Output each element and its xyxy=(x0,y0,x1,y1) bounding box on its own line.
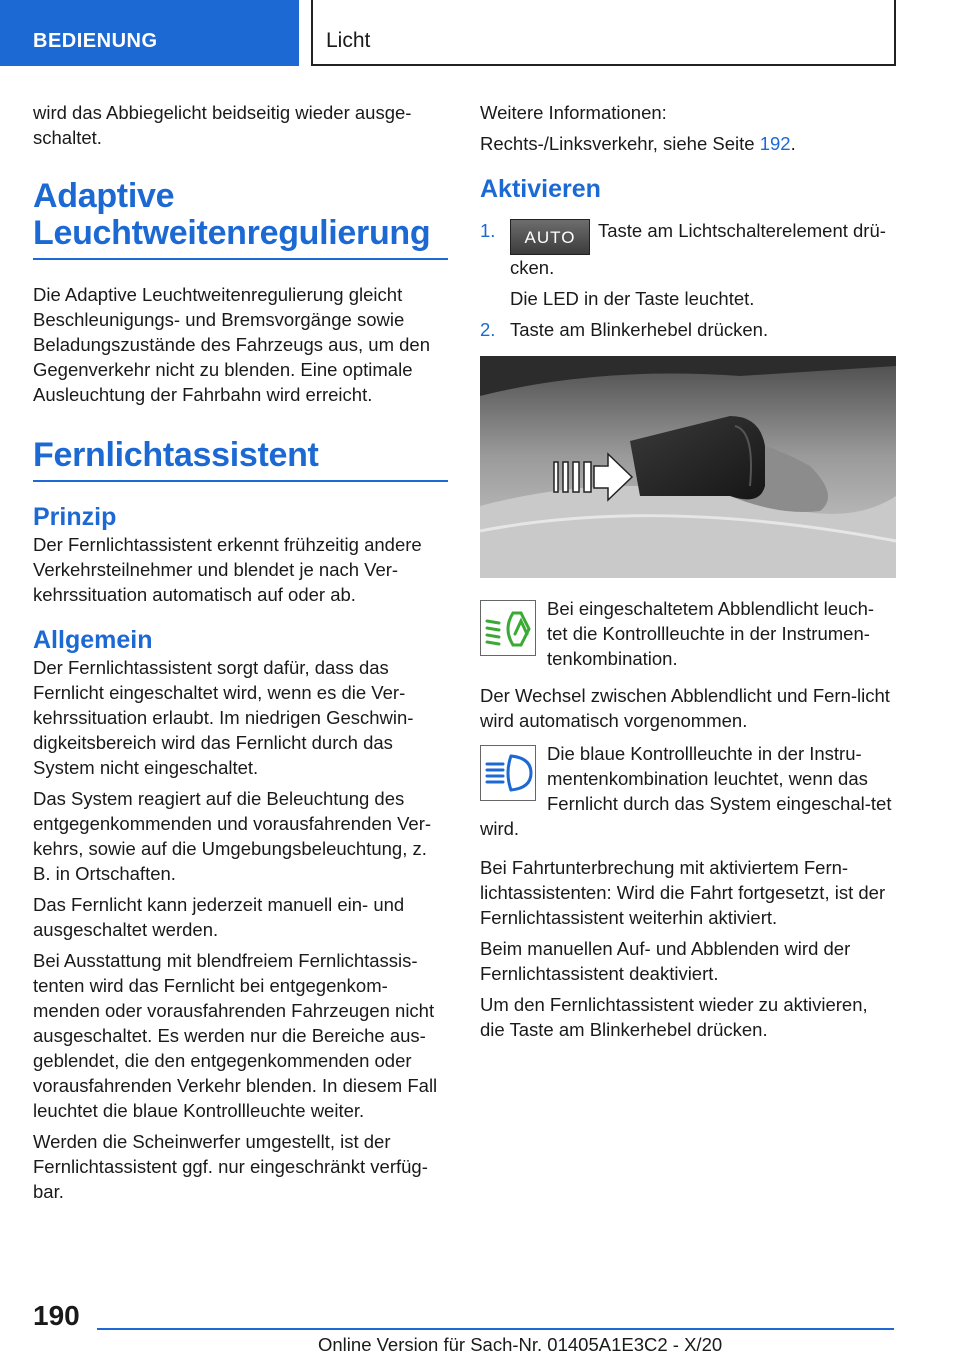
footer-divider xyxy=(97,1328,894,1330)
blue-lamp-note xyxy=(480,741,892,841)
page-link[interactable]: 192 xyxy=(759,133,791,154)
unterbrechung-paragraph: Bei Fahrtunterbrechung mit aktiviertem Fern‐lichtassistenten: Wird die Fahrt fortgesetzt, ist der Fernlichtassistent weiterhin aktiviert. xyxy=(480,857,886,928)
blue-lamp-text: Die blaue Kontrollleuchte in der Instru‐mentenkombination leuchtet, wenn das Fernlicht durch das System eingeschal‐tet wird. xyxy=(480,743,892,839)
step-1 xyxy=(480,218,892,311)
heading-adaptive xyxy=(33,178,448,260)
allgemein-paragraph-4: Bei Ausstattung mit blendfreiem Fernlichtassis‐tenten wird das Fernlicht bei entgegenkom‐menden oder vorausfahrenden Fahrzeugen nicht ausgeschaltet. Es werden nur die Bereiche aus‐geblendet, die den entgegenkommenden oder vorausfahrenden Verkehr blenden. In diesem Fall leuchtet die blaue Kontrollleuchte weiter. xyxy=(33,950,438,1121)
adaptive-paragraph: Die Adaptive Leuchtweitenregulierung gleicht Beschleunigungs- und Bremsvorgänge sowie Beladungszustände des Fahrzeugs aus, um den Gegenverkehr nicht zu blenden. Eine optimale Ausleuchtung der Fahrbahn wird erreicht. xyxy=(33,284,430,405)
right-column xyxy=(480,100,892,1048)
page-number: 190 xyxy=(33,1300,80,1331)
chapter-title: Licht xyxy=(311,0,896,66)
low-beam-indicator-icon xyxy=(480,600,536,656)
wechsel-paragraph: Der Wechsel zwischen Abblendlicht und Fern‐licht wird automatisch vorgenommen. xyxy=(480,685,890,731)
high-beam-indicator-icon xyxy=(480,745,536,801)
heading-adaptive-line2: Leuchtweitenregulierung xyxy=(33,214,431,252)
heading-adaptive-line1: Adaptive xyxy=(33,177,175,215)
step-1-text: Taste am Lichtschalterelement drü‐cken. xyxy=(510,220,886,278)
allgemein-paragraph-5: Werden die Scheinwerfer umgestellt, ist der Fernlichtassistent ggf. nur eingeschränkt verfüg‐bar. xyxy=(33,1131,428,1202)
heading-aktivieren: Aktivieren xyxy=(480,175,601,203)
auto-button-icon: AUTO xyxy=(510,219,590,255)
section-tab: BEDIENUNG xyxy=(0,0,299,66)
heading-fernlicht: Fernlichtassistent xyxy=(33,437,448,482)
step-1-subtext: Die LED in der Taste leuchtet. xyxy=(510,288,755,309)
step-1-number: 1. xyxy=(480,220,496,241)
manuell-paragraph: Beim manuellen Auf- und Abblenden wird der Fernlichtassistent deaktiviert. xyxy=(480,938,851,984)
green-lamp-note xyxy=(480,596,892,677)
intro-paragraph: wird das Abbiegelicht beidseitig wieder ausge‐schaltet. xyxy=(33,102,412,148)
left-column xyxy=(33,100,448,1210)
heading-prinzip: Prinzip xyxy=(33,503,117,531)
green-lamp-text: Bei eingeschaltetem Abblendlicht leuch‐tet die Kontrollleuchte in der Instrumen‐tenkombination. xyxy=(547,598,875,669)
allgemein-paragraph-2: Das System reagiert auf die Beleuchtung des entgegenkommenden und vorausfahrenden Ver‐kehrs, sowie auf die Umgebungsbeleuchtung, z. B. in Ortschaften. xyxy=(33,788,432,884)
step-2 xyxy=(480,317,892,342)
reference-end: . xyxy=(790,133,796,154)
reference-text: Rechts-/Linksverkehr, siehe Seite xyxy=(480,133,760,154)
reference-paragraph xyxy=(480,131,892,156)
allgemein-paragraph-1: Der Fernlichtassistent sorgt dafür, dass das Fernlicht eingeschaltet wird, wenn es die Ver‐kehrssituation erlaubt. Im niedrigen Geschwin‐digkeitsbereich wird das Fernlicht durch das System nicht eingeschaltet. xyxy=(33,657,414,778)
info-label: Weitere Informationen: xyxy=(480,102,667,123)
footer-version: Online Version für Sach-Nr. 01405A1E3C2 - X/20 xyxy=(318,1334,723,1355)
step-2-text: Taste am Blinkerhebel drücken. xyxy=(510,319,769,340)
allgemein-paragraph-3: Das Fernlicht kann jederzeit manuell ein- und ausgeschaltet werden. xyxy=(33,894,405,940)
turn-signal-lever-image xyxy=(480,356,896,578)
reaktivieren-paragraph: Um den Fernlichtassistent wieder zu aktivieren, die Taste am Blinkerhebel drücken. xyxy=(480,994,868,1040)
heading-allgemein: Allgemein xyxy=(33,626,153,654)
step-2-number: 2. xyxy=(480,319,496,340)
prinzip-paragraph: Der Fernlichtassistent erkennt frühzeitig andere Verkehrsteilnehmer und blendet je nach Ver‐kehrssituation automatisch auf oder ab. xyxy=(33,534,422,605)
